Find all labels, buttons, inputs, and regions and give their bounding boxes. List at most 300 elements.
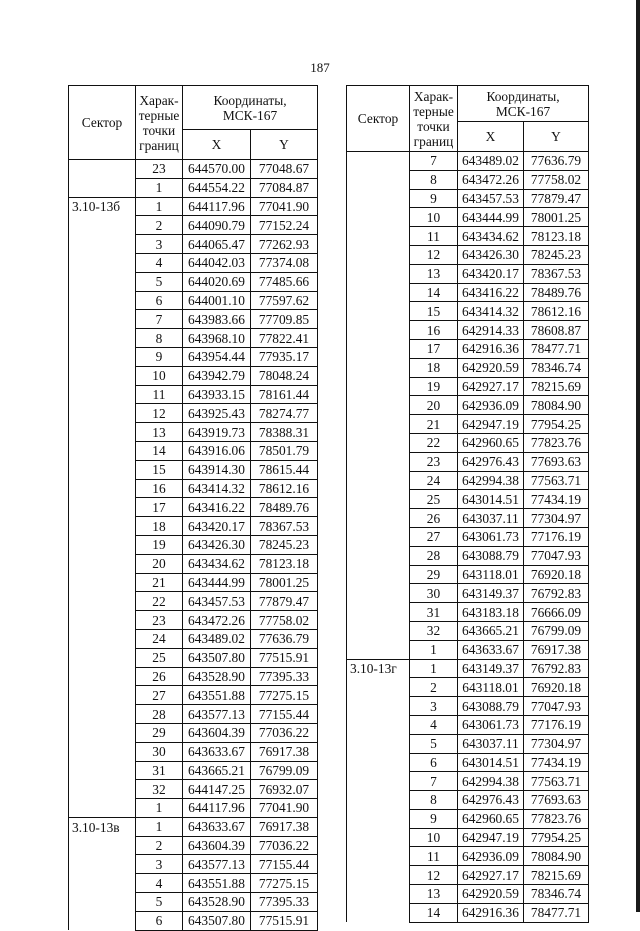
table-row xyxy=(69,686,318,705)
x-coordinate-cell: 643925.43 xyxy=(183,404,251,423)
y-coordinate-cell: 76799.09 xyxy=(524,621,589,640)
y-coordinate-cell: 77693.63 xyxy=(524,452,589,471)
y-coordinate-cell: 78215.69 xyxy=(524,377,589,396)
table-row xyxy=(347,885,589,904)
sector-cell xyxy=(347,396,410,415)
y-coordinate-cell: 78615.44 xyxy=(251,460,318,479)
sector-cell xyxy=(347,734,410,753)
point-number-cell: 9 xyxy=(410,189,458,208)
y-coordinate-cell: 78612.16 xyxy=(524,302,589,321)
table-row xyxy=(69,611,318,630)
sector-cell xyxy=(69,441,136,460)
point-number-cell: 21 xyxy=(410,415,458,434)
table-row xyxy=(347,321,589,340)
y-coordinate-cell: 77758.02 xyxy=(524,170,589,189)
coordinates-table-left xyxy=(68,85,318,931)
x-coordinate-cell: 643507.80 xyxy=(183,911,251,930)
point-number-cell: 17 xyxy=(136,498,183,517)
y-coordinate-cell: 78367.53 xyxy=(524,264,589,283)
table-row xyxy=(347,509,589,528)
x-coordinate-cell: 643489.02 xyxy=(183,629,251,648)
y-coordinate-cell: 77823.76 xyxy=(524,433,589,452)
point-number-cell: 20 xyxy=(410,396,458,415)
point-number-cell: 11 xyxy=(136,385,183,404)
point-number-cell: 5 xyxy=(410,734,458,753)
point-number-cell: 14 xyxy=(410,903,458,922)
table-row xyxy=(347,603,589,622)
x-coordinate-cell: 643604.39 xyxy=(183,836,251,855)
table-row xyxy=(69,347,318,366)
x-coordinate-cell: 644117.96 xyxy=(183,799,251,818)
table-row xyxy=(69,498,318,517)
table-row xyxy=(347,903,589,922)
sector-cell xyxy=(347,283,410,302)
y-coordinate-cell: 78123.18 xyxy=(524,227,589,246)
sector-cell xyxy=(69,799,136,818)
sector-cell xyxy=(347,715,410,734)
x-coordinate-cell: 643604.39 xyxy=(183,723,251,742)
header-y: Y xyxy=(251,130,318,160)
x-coordinate-cell: 643420.17 xyxy=(458,264,524,283)
point-number-cell: 21 xyxy=(136,573,183,592)
table-row xyxy=(69,761,318,780)
sector-cell xyxy=(347,452,410,471)
y-coordinate-cell: 78612.16 xyxy=(251,479,318,498)
x-coordinate-cell: 643414.32 xyxy=(183,479,251,498)
point-number-cell: 10 xyxy=(136,366,183,385)
table-row xyxy=(69,592,318,611)
x-coordinate-cell: 643577.13 xyxy=(183,855,251,874)
sector-cell xyxy=(347,603,410,622)
sector-cell xyxy=(69,347,136,366)
table-row xyxy=(347,189,589,208)
table-row xyxy=(69,404,318,423)
x-coordinate-cell: 643061.73 xyxy=(458,527,524,546)
sector-cell xyxy=(69,648,136,667)
x-coordinate-cell: 643416.22 xyxy=(183,498,251,517)
y-coordinate-cell: 77563.71 xyxy=(524,471,589,490)
x-coordinate-cell: 643528.90 xyxy=(183,667,251,686)
y-coordinate-cell: 77879.47 xyxy=(251,592,318,611)
table-row xyxy=(347,772,589,791)
table-row xyxy=(69,441,318,460)
x-coordinate-cell: 643551.88 xyxy=(183,686,251,705)
point-number-cell: 28 xyxy=(410,546,458,565)
x-coordinate-cell: 644065.47 xyxy=(183,235,251,254)
sector-cell xyxy=(347,189,410,208)
y-coordinate-cell: 78001.25 xyxy=(251,573,318,592)
table-row xyxy=(69,780,318,799)
y-coordinate-cell: 78367.53 xyxy=(251,517,318,536)
sector-cell xyxy=(347,866,410,885)
point-number-cell: 12 xyxy=(136,404,183,423)
point-number-cell: 1 xyxy=(410,640,458,659)
sector-cell xyxy=(69,216,136,235)
sector-cell xyxy=(347,302,410,321)
header-coordinates xyxy=(458,86,589,122)
x-coordinate-cell: 644042.03 xyxy=(183,253,251,272)
x-coordinate-cell: 643633.67 xyxy=(458,640,524,659)
table-row xyxy=(69,629,318,648)
table-row xyxy=(69,648,318,667)
sector-cell xyxy=(69,742,136,761)
sector-cell xyxy=(69,855,136,874)
point-number-cell: 23 xyxy=(410,452,458,471)
point-number-cell: 6 xyxy=(410,753,458,772)
y-coordinate-cell: 78477.71 xyxy=(524,903,589,922)
y-coordinate-cell: 78215.69 xyxy=(524,866,589,885)
sector-cell xyxy=(69,667,136,686)
sector-cell xyxy=(347,527,410,546)
table-row xyxy=(347,152,589,171)
y-coordinate-cell: 77434.19 xyxy=(524,490,589,509)
sector-cell xyxy=(69,235,136,254)
y-coordinate-cell: 77176.19 xyxy=(524,527,589,546)
point-number-cell: 24 xyxy=(410,471,458,490)
header-points-line: терные xyxy=(138,107,180,123)
point-number-cell: 17 xyxy=(410,339,458,358)
y-coordinate-cell: 76932.07 xyxy=(251,780,318,799)
sector-cell xyxy=(69,385,136,404)
y-coordinate-cell: 77636.79 xyxy=(251,629,318,648)
table-row xyxy=(347,339,589,358)
point-number-cell: 10 xyxy=(410,208,458,227)
x-coordinate-cell: 643444.99 xyxy=(183,573,251,592)
table-row xyxy=(69,479,318,498)
table-row xyxy=(69,667,318,686)
point-number-cell: 31 xyxy=(136,761,183,780)
table-row xyxy=(347,640,589,659)
table-row xyxy=(347,734,589,753)
point-number-cell: 31 xyxy=(410,603,458,622)
point-number-cell: 8 xyxy=(136,329,183,348)
y-coordinate-cell: 77823.76 xyxy=(524,809,589,828)
sector-cell xyxy=(347,791,410,810)
sector-cell xyxy=(347,433,410,452)
x-coordinate-cell: 643968.10 xyxy=(183,329,251,348)
sector-cell xyxy=(69,310,136,329)
point-number-cell: 29 xyxy=(136,723,183,742)
y-coordinate-cell: 77036.22 xyxy=(251,836,318,855)
sector-cell xyxy=(69,723,136,742)
table-row xyxy=(347,377,589,396)
table-row xyxy=(347,245,589,264)
y-coordinate-cell: 77275.15 xyxy=(251,686,318,705)
x-coordinate-cell: 644570.00 xyxy=(183,160,251,179)
sector-cell xyxy=(69,272,136,291)
table-row xyxy=(347,791,589,810)
header-points-line: Харак- xyxy=(413,88,454,104)
sector-cell: 3.10-13в xyxy=(69,817,136,836)
x-coordinate-cell: 643149.37 xyxy=(458,584,524,603)
header-x: X xyxy=(458,122,524,152)
y-coordinate-cell: 76917.38 xyxy=(251,817,318,836)
sector-cell xyxy=(69,705,136,724)
header-sector: Сектор xyxy=(347,86,410,152)
point-number-cell: 4 xyxy=(136,874,183,893)
point-number-cell: 28 xyxy=(136,705,183,724)
y-coordinate-cell: 77395.33 xyxy=(251,893,318,912)
point-number-cell: 22 xyxy=(410,433,458,452)
y-coordinate-cell: 77395.33 xyxy=(251,667,318,686)
y-coordinate-cell: 77275.15 xyxy=(251,874,318,893)
y-coordinate-cell: 78489.76 xyxy=(251,498,318,517)
y-coordinate-cell: 78245.23 xyxy=(524,245,589,264)
point-number-cell: 29 xyxy=(410,565,458,584)
sector-cell xyxy=(69,479,136,498)
y-coordinate-cell: 77374.08 xyxy=(251,253,318,272)
y-coordinate-cell: 78477.71 xyxy=(524,339,589,358)
y-coordinate-cell: 77084.87 xyxy=(251,178,318,197)
y-coordinate-cell: 77041.90 xyxy=(251,799,318,818)
x-coordinate-cell: 643551.88 xyxy=(183,874,251,893)
sector-cell xyxy=(347,640,410,659)
x-coordinate-cell: 643088.79 xyxy=(458,697,524,716)
table-row xyxy=(347,358,589,377)
y-coordinate-cell: 77515.91 xyxy=(251,648,318,667)
table-row xyxy=(347,208,589,227)
x-coordinate-cell: 642994.38 xyxy=(458,772,524,791)
x-coordinate-cell: 643088.79 xyxy=(458,546,524,565)
x-coordinate-cell: 643954.44 xyxy=(183,347,251,366)
point-number-cell: 13 xyxy=(136,423,183,442)
table-row xyxy=(69,742,318,761)
x-coordinate-cell: 643014.51 xyxy=(458,753,524,772)
y-coordinate-cell: 78489.76 xyxy=(524,283,589,302)
sector-cell xyxy=(69,761,136,780)
y-coordinate-cell: 77954.25 xyxy=(524,828,589,847)
header-points-line: терные xyxy=(413,103,454,119)
table-row xyxy=(347,283,589,302)
point-number-cell: 1 xyxy=(136,817,183,836)
table-row xyxy=(69,911,318,930)
point-number-cell: 20 xyxy=(136,554,183,573)
point-number-cell: 25 xyxy=(136,648,183,667)
header-points-line: Харак- xyxy=(139,92,179,108)
x-coordinate-cell: 643416.22 xyxy=(458,283,524,302)
point-number-cell: 11 xyxy=(410,227,458,246)
point-number-cell: 4 xyxy=(410,715,458,734)
point-number-cell: 1 xyxy=(410,659,458,678)
point-number-cell: 1 xyxy=(136,799,183,818)
x-coordinate-cell: 643577.13 xyxy=(183,705,251,724)
y-coordinate-cell: 77563.71 xyxy=(524,772,589,791)
sector-cell xyxy=(69,404,136,423)
point-number-cell: 25 xyxy=(410,490,458,509)
table-row xyxy=(347,546,589,565)
sector-cell xyxy=(347,903,410,922)
sector-cell xyxy=(347,264,410,283)
table-row xyxy=(69,423,318,442)
x-coordinate-cell: 644117.96 xyxy=(183,197,251,216)
y-coordinate-cell: 76792.83 xyxy=(524,659,589,678)
sector-cell xyxy=(69,366,136,385)
x-coordinate-cell: 644147.25 xyxy=(183,780,251,799)
y-coordinate-cell: 77758.02 xyxy=(251,611,318,630)
y-coordinate-cell: 78501.79 xyxy=(251,441,318,460)
point-number-cell: 19 xyxy=(410,377,458,396)
y-coordinate-cell: 77176.19 xyxy=(524,715,589,734)
sector-cell xyxy=(69,874,136,893)
y-coordinate-cell: 76666.09 xyxy=(524,603,589,622)
y-coordinate-cell: 77515.91 xyxy=(251,911,318,930)
x-coordinate-cell: 642927.17 xyxy=(458,377,524,396)
point-number-cell: 2 xyxy=(136,216,183,235)
point-number-cell: 15 xyxy=(410,302,458,321)
x-coordinate-cell: 643434.62 xyxy=(458,227,524,246)
header-points-line: границ xyxy=(139,137,179,153)
table-row xyxy=(347,565,589,584)
point-number-cell: 9 xyxy=(136,347,183,366)
point-number-cell: 11 xyxy=(410,847,458,866)
point-number-cell: 6 xyxy=(136,911,183,930)
y-coordinate-cell: 77155.44 xyxy=(251,705,318,724)
table-row xyxy=(69,723,318,742)
page-number: 187 xyxy=(310,60,330,75)
point-number-cell: 30 xyxy=(136,742,183,761)
y-coordinate-cell: 78346.74 xyxy=(524,358,589,377)
x-coordinate-cell: 643942.79 xyxy=(183,366,251,385)
sector-cell xyxy=(69,160,136,179)
table-row xyxy=(69,855,318,874)
y-coordinate-cell: 77152.24 xyxy=(251,216,318,235)
table-row xyxy=(69,554,318,573)
table-row xyxy=(69,310,318,329)
x-coordinate-cell: 643149.37 xyxy=(458,659,524,678)
x-coordinate-cell: 642976.43 xyxy=(458,452,524,471)
table-row xyxy=(347,452,589,471)
header-coordinates-line: Координаты, xyxy=(486,88,560,104)
point-number-cell: 24 xyxy=(136,629,183,648)
sector-cell xyxy=(347,772,410,791)
point-number-cell: 27 xyxy=(410,527,458,546)
x-coordinate-cell: 642960.65 xyxy=(458,433,524,452)
x-coordinate-cell: 643472.26 xyxy=(458,170,524,189)
point-number-cell: 10 xyxy=(410,828,458,847)
sector-cell xyxy=(347,809,410,828)
y-coordinate-cell: 77954.25 xyxy=(524,415,589,434)
y-coordinate-cell: 78161.44 xyxy=(251,385,318,404)
y-coordinate-cell: 77709.85 xyxy=(251,310,318,329)
sector-cell xyxy=(69,460,136,479)
table-row xyxy=(347,584,589,603)
sector-cell xyxy=(69,329,136,348)
table-row xyxy=(347,471,589,490)
point-number-cell: 14 xyxy=(136,441,183,460)
sector-cell xyxy=(347,565,410,584)
page-border xyxy=(636,0,640,912)
table-row xyxy=(69,197,318,216)
table-row xyxy=(347,697,589,716)
point-number-cell: 7 xyxy=(136,310,183,329)
point-number-cell: 12 xyxy=(410,866,458,885)
table-row xyxy=(69,366,318,385)
point-number-cell: 13 xyxy=(410,264,458,283)
table-row xyxy=(347,828,589,847)
y-coordinate-cell: 77262.93 xyxy=(251,235,318,254)
y-coordinate-cell: 78274.77 xyxy=(251,404,318,423)
table-row xyxy=(69,178,318,197)
header-coordinates xyxy=(183,86,318,130)
header-points-line: границ xyxy=(413,133,454,149)
y-coordinate-cell: 77485.66 xyxy=(251,272,318,291)
point-number-cell: 8 xyxy=(410,170,458,189)
sector-cell xyxy=(347,227,410,246)
y-coordinate-cell: 77935.17 xyxy=(251,347,318,366)
y-coordinate-cell: 77693.63 xyxy=(524,791,589,810)
x-coordinate-cell: 643916.06 xyxy=(183,441,251,460)
x-coordinate-cell: 642960.65 xyxy=(458,809,524,828)
x-coordinate-cell: 643914.30 xyxy=(183,460,251,479)
point-number-cell: 6 xyxy=(136,291,183,310)
point-number-cell: 16 xyxy=(136,479,183,498)
sector-cell xyxy=(347,339,410,358)
table-row xyxy=(69,160,318,179)
point-number-cell: 7 xyxy=(410,152,458,171)
y-coordinate-cell: 77047.93 xyxy=(524,546,589,565)
sector-cell xyxy=(347,490,410,509)
y-coordinate-cell: 77036.22 xyxy=(251,723,318,742)
point-number-cell: 1 xyxy=(136,197,183,216)
header-sector: Сектор xyxy=(69,86,136,160)
table-row xyxy=(347,847,589,866)
table-row xyxy=(69,893,318,912)
x-coordinate-cell: 643457.53 xyxy=(183,592,251,611)
table-row xyxy=(69,817,318,836)
table-row xyxy=(347,302,589,321)
y-coordinate-cell: 77304.97 xyxy=(524,734,589,753)
point-number-cell: 23 xyxy=(136,611,183,630)
header-points-line: точки xyxy=(142,122,176,138)
x-coordinate-cell: 643665.21 xyxy=(183,761,251,780)
y-coordinate-cell: 78388.31 xyxy=(251,423,318,442)
point-number-cell: 19 xyxy=(136,535,183,554)
y-coordinate-cell: 76920.18 xyxy=(524,565,589,584)
sector-cell xyxy=(69,686,136,705)
table-row xyxy=(347,659,589,678)
y-coordinate-cell: 76917.38 xyxy=(524,640,589,659)
table-row xyxy=(69,874,318,893)
x-coordinate-cell: 643118.01 xyxy=(458,678,524,697)
table-row xyxy=(347,415,589,434)
sector-cell xyxy=(69,535,136,554)
header-points xyxy=(136,86,183,160)
sector-cell xyxy=(69,573,136,592)
x-coordinate-cell: 642936.09 xyxy=(458,396,524,415)
x-coordinate-cell: 642947.19 xyxy=(458,415,524,434)
sector-cell xyxy=(347,509,410,528)
sector-cell xyxy=(69,836,136,855)
x-coordinate-cell: 643983.66 xyxy=(183,310,251,329)
point-number-cell: 4 xyxy=(136,253,183,272)
x-coordinate-cell: 643420.17 xyxy=(183,517,251,536)
sector-cell xyxy=(69,629,136,648)
header-coordinates-line: МСК-167 xyxy=(495,103,551,119)
sector-cell xyxy=(347,170,410,189)
sector-cell xyxy=(69,178,136,197)
point-number-cell: 3 xyxy=(136,855,183,874)
table-row xyxy=(69,705,318,724)
x-coordinate-cell: 642976.43 xyxy=(458,791,524,810)
sector-cell xyxy=(69,253,136,272)
y-coordinate-cell: 76799.09 xyxy=(251,761,318,780)
table-row xyxy=(69,535,318,554)
table-row xyxy=(69,291,318,310)
table-row xyxy=(69,329,318,348)
sector-cell: 3.10-13г xyxy=(347,659,410,678)
y-coordinate-cell: 78001.25 xyxy=(524,208,589,227)
y-coordinate-cell: 78608.87 xyxy=(524,321,589,340)
